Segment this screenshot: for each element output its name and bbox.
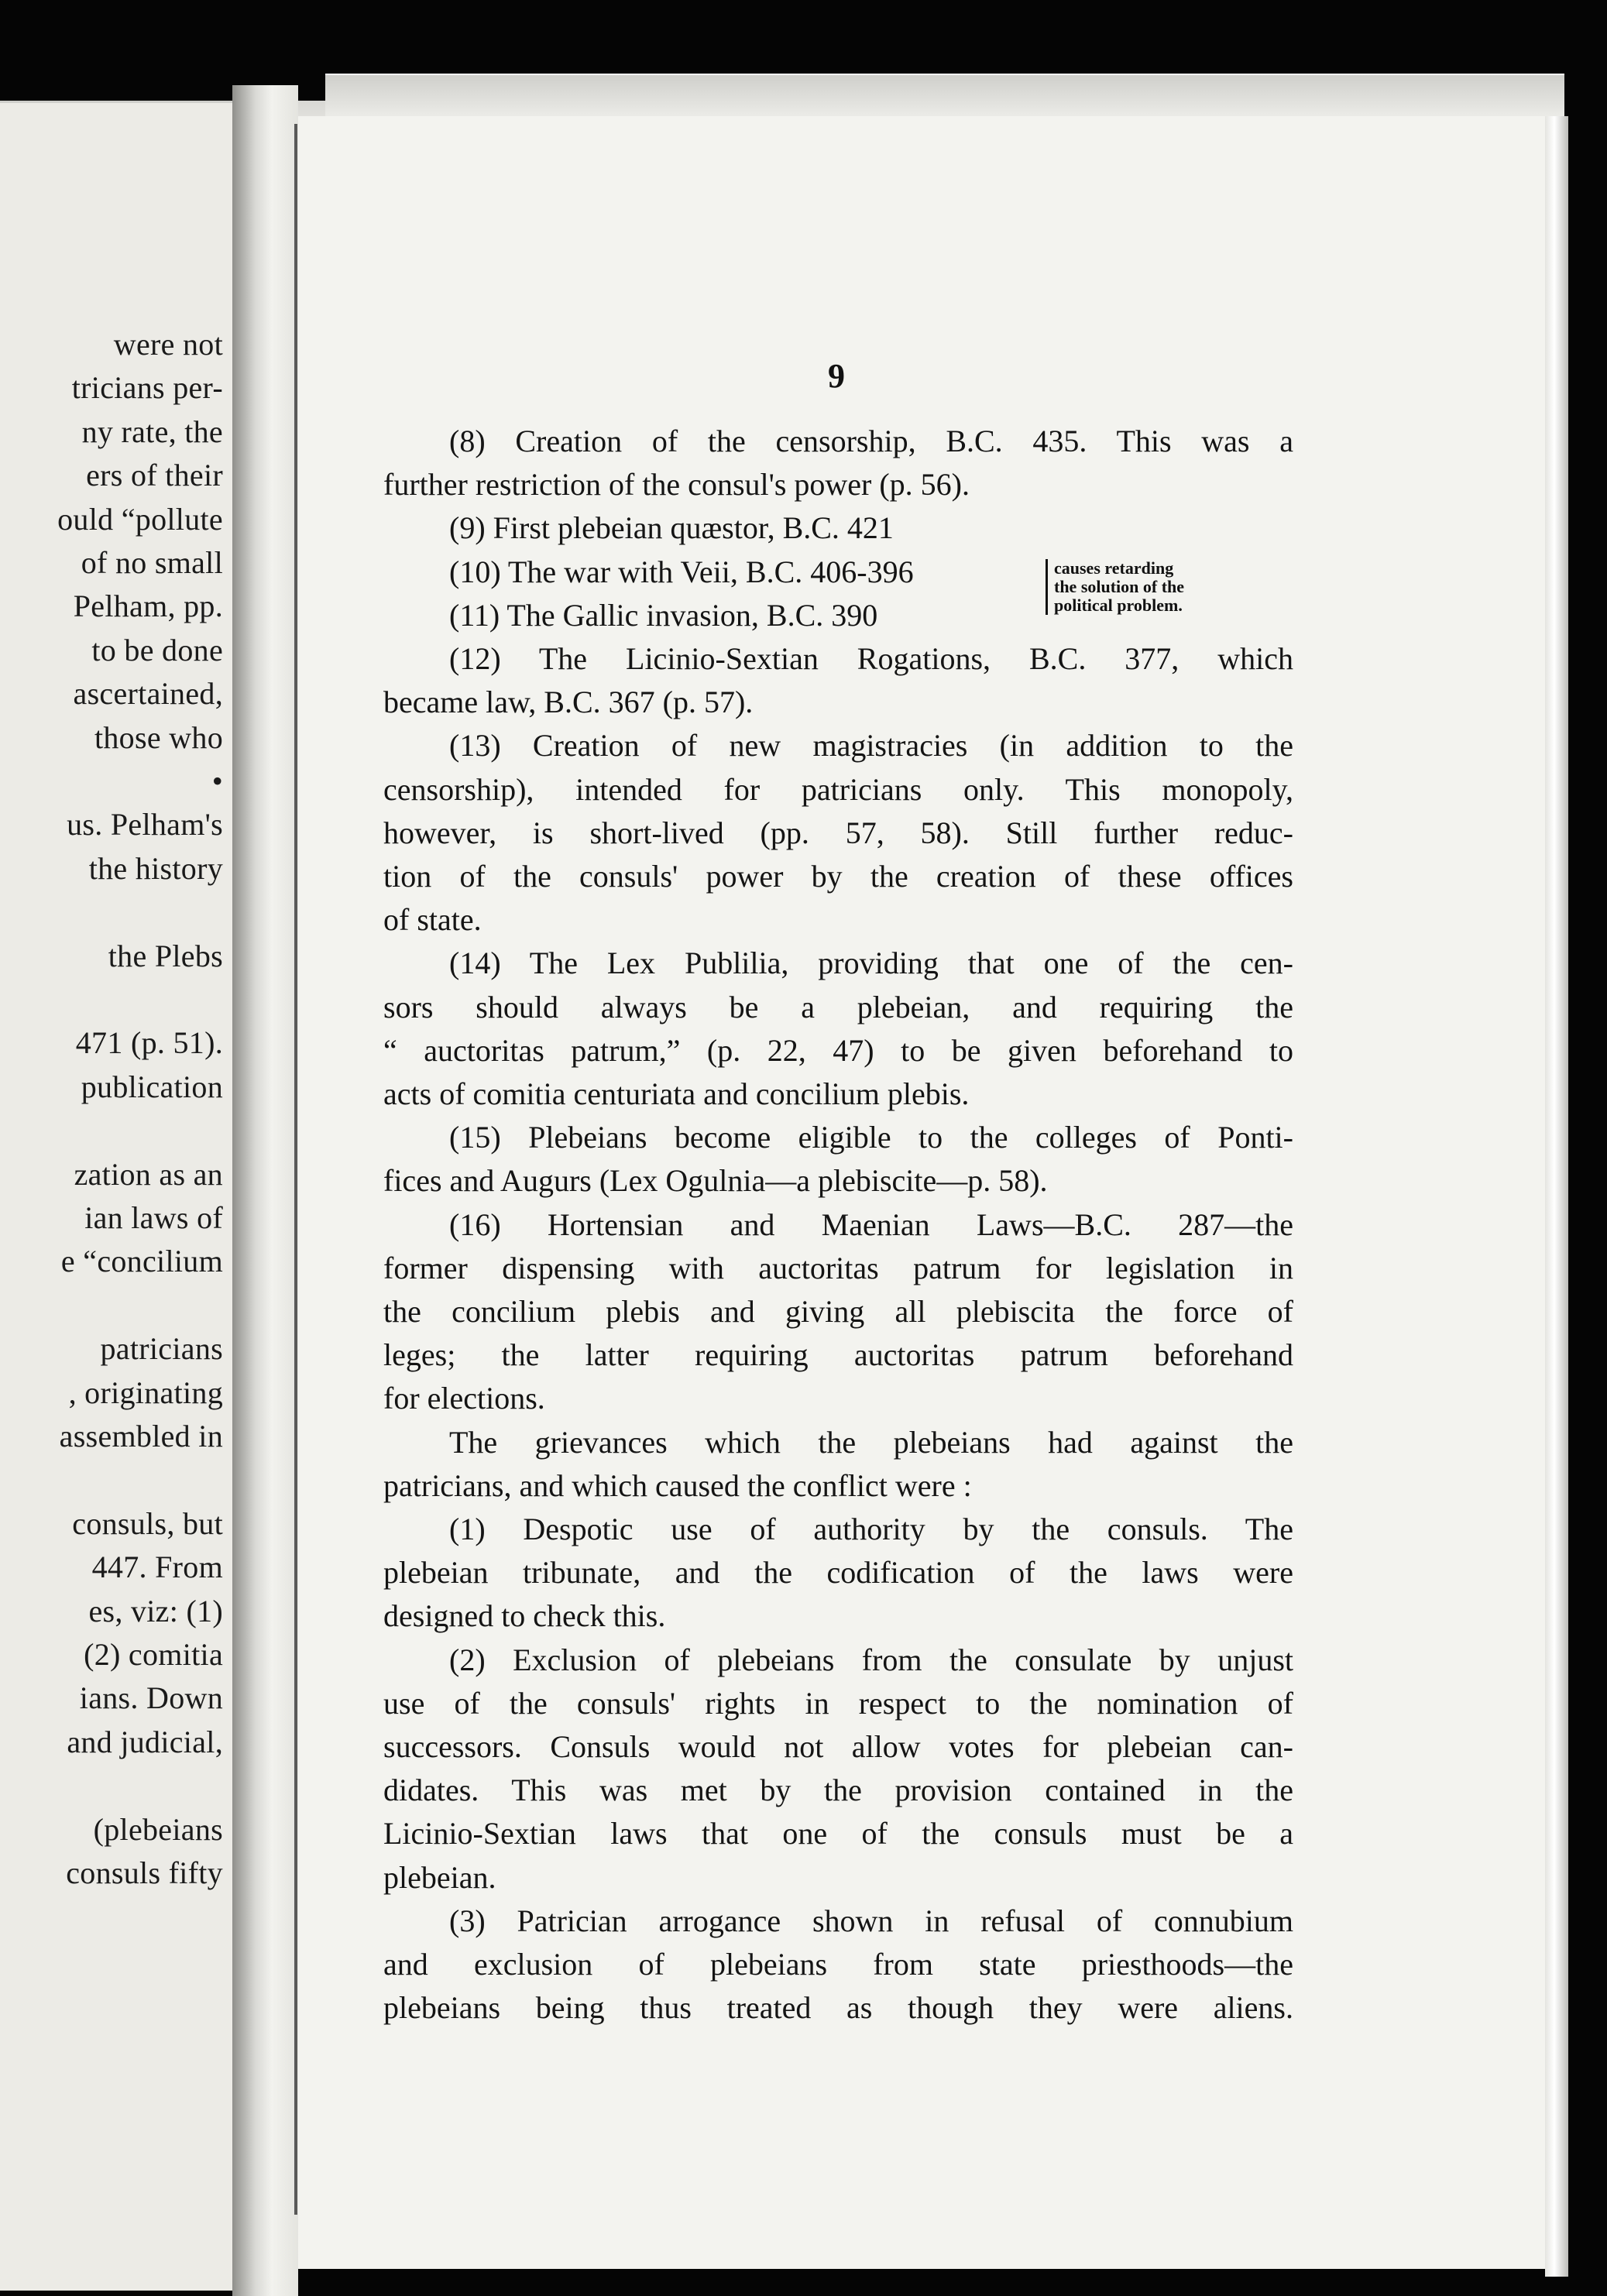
left-page-line: 447. From	[91, 1550, 223, 1585]
body-text-line: didates. This was met by the provision contained in the	[383, 1773, 1293, 1808]
left-page-line: the Plebs	[108, 938, 223, 973]
left-page-line: those who	[94, 719, 223, 755]
body-text-line: (10) The war with Veii, B.C. 406-396	[449, 554, 914, 589]
left-page-line: (2) comitia	[84, 1637, 223, 1672]
body-text-line: (12) The Licinio-Sextian Rogations, B.C. 377, which	[449, 641, 1293, 676]
side-note-brace	[1046, 559, 1286, 615]
body-text-line: leges; the latter requiring auctoritas patrum beforehand	[383, 1337, 1293, 1373]
body-text-line: and exclusion of plebeians from state priesthoods—the	[383, 1947, 1293, 1982]
body-text-line: further restriction of the consul's power (p. 56).	[383, 467, 970, 503]
body-text-line: (9) First plebeian quæstor, B.C. 421	[449, 510, 894, 546]
body-text-line: patricians, and which caused the conflict were :	[383, 1467, 972, 1503]
body-text-line: “ auctoritas patrum,” (p. 22, 47) to be given beforehand to	[383, 1032, 1293, 1068]
body-text-line: censorship), intended for patricians only. This monopoly,	[383, 771, 1293, 807]
body-text-line: (8) Creation of the censorship, B.C. 435. This was a	[449, 424, 1293, 458]
left-page-line: ny rate, the	[81, 414, 223, 449]
left-page-line: ascertained,	[73, 676, 223, 712]
side-note-line: causes retarding	[1054, 558, 1174, 578]
body-text-line: fices and Augurs (Lex Ogulnia—a plebiscite—p. 58).	[383, 1163, 1048, 1199]
body-text-line: of state.	[383, 902, 482, 938]
left-page-line: consuls fifty	[66, 1855, 223, 1890]
page-right-edge	[1545, 116, 1568, 2277]
left-page-line: ers of their	[86, 458, 223, 493]
left-page-line: 471 (p. 51).	[75, 1025, 223, 1061]
left-page-line: were not	[113, 327, 223, 362]
left-page-line: Pelham, pp.	[73, 589, 223, 624]
gutter-shadow-line	[294, 124, 297, 2215]
body-text-line: (15) Plebeians become eligible to the colleges of Ponti-	[449, 1120, 1293, 1155]
body-text-line: (13) Creation of new magistracies (in addition to the	[449, 728, 1293, 764]
body-text-line: sors should always be a plebeian, and requiring the	[383, 989, 1293, 1024]
body-text-line: use of the consuls' rights in respect to the nomination of	[383, 1685, 1293, 1721]
body-text-line: for elections.	[383, 1381, 545, 1416]
body-text-line: however, is short-lived (pp. 57, 58). Still further reduc-	[383, 815, 1293, 850]
left-page-line: e “concilium	[60, 1244, 223, 1279]
body-text-line: (1) Despotic use of authority by the consuls. The	[449, 1512, 1293, 1546]
body-text-line: former dispensing with auctoritas patrum for legislation in	[383, 1250, 1293, 1285]
body-text-line: (2) Exclusion of plebeians from the consulate by unjust	[449, 1642, 1293, 1677]
left-page-line: zation as an	[74, 1156, 223, 1192]
left-page-line: to be done	[91, 632, 223, 668]
left-page-line: , originating	[68, 1375, 223, 1410]
left-page-line: tricians per-	[71, 370, 223, 406]
side-note-line: political problem.	[1054, 595, 1183, 615]
left-page-line: •	[211, 764, 223, 798]
left-page-line: consuls, but	[72, 1505, 223, 1541]
left-page-line: us. Pelham's	[67, 807, 223, 843]
page-number: 9	[828, 357, 845, 395]
body-text-line: plebeian tribunate, and the codification of the laws were	[383, 1555, 1293, 1591]
left-page-line: es, viz: (1)	[88, 1593, 223, 1628]
body-text-line: plebeian.	[383, 1859, 496, 1895]
left-page-line: patricians	[100, 1331, 223, 1367]
body-text-line: successors. Consuls would not allow votes for plebeian can-	[383, 1729, 1293, 1764]
left-page-line: ian laws of	[84, 1200, 223, 1235]
body-text-line: Licinio-Sextian laws that one of the consuls must be a	[383, 1816, 1293, 1852]
left-page-line: and judicial,	[67, 1724, 223, 1759]
left-page-line: publication	[81, 1069, 223, 1104]
body-text-line: (16) Hortensian and Maenian Laws—B.C. 287—the	[449, 1206, 1293, 1242]
left-page-fragment	[0, 101, 232, 2291]
left-page-line: the history	[88, 850, 223, 886]
side-note-line: the solution of the	[1054, 577, 1185, 596]
body-text-line: designed to check this.	[383, 1598, 666, 1634]
body-text-line: tion of the consuls' power by the creation of these offices	[383, 859, 1293, 894]
left-page-line: of no small	[81, 545, 223, 580]
body-text-line: (11) The Gallic invasion, B.C. 390	[449, 597, 878, 633]
left-page-line: (plebeians	[93, 1811, 223, 1847]
body-text-line: acts of comitia centuriata and concilium plebis.	[383, 1076, 970, 1111]
book-gutter	[232, 85, 298, 2296]
body-text-line: the concilium plebis and giving all plebiscita the force of	[383, 1294, 1293, 1329]
left-page-line: ould “pollute	[57, 501, 223, 537]
body-text-line: (3) Patrician arrogance shown in refusal of connubium	[449, 1903, 1293, 1938]
left-page-line: assembled in	[59, 1419, 223, 1453]
body-text-line: plebeians being thus treated as though they were aliens.	[383, 1990, 1293, 2026]
body-text-line: The grievances which the plebeians had against the	[449, 1424, 1293, 1460]
body-text-line: became law, B.C. 367 (p. 57).	[383, 685, 754, 720]
body-text-line: (14) The Lex Publilia, providing that one of the cen-	[449, 946, 1293, 981]
left-page-line: ians. Down	[79, 1680, 223, 1716]
